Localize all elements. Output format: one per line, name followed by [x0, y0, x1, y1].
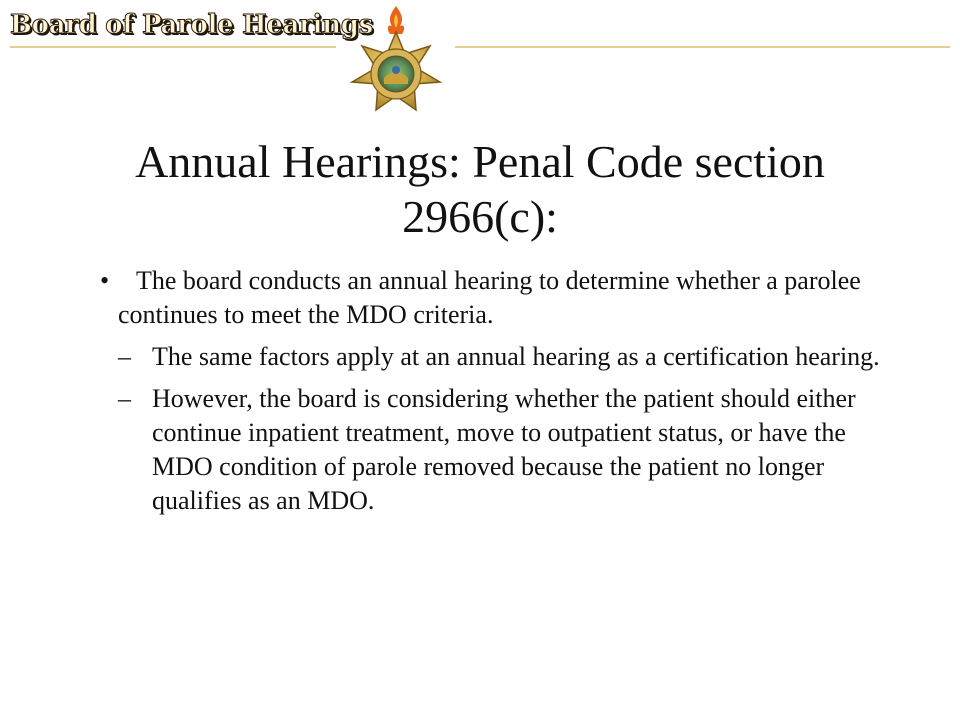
sub-bullet-text: The same factors apply at an annual hearing as a certification hearing.	[152, 342, 880, 371]
sub-bullet-item	[118, 340, 900, 374]
slide-content	[100, 264, 900, 518]
slide-title-line1: Annual Hearings: Penal Code section	[135, 136, 825, 187]
header-rule-right	[455, 46, 950, 48]
sub-bullet-item	[118, 382, 900, 518]
star-badge-icon	[338, 4, 454, 122]
slide-title	[40, 134, 920, 244]
header-rule-left	[10, 46, 336, 48]
slide-title-line2: 2966(c):	[402, 191, 558, 242]
sub-bullet-marker: –	[118, 384, 131, 413]
bullet-item	[100, 264, 900, 332]
bullet-marker: •	[100, 266, 110, 295]
brand-title: Board of Parole Hearings	[10, 10, 373, 40]
bullet-text: The board conducts an annual hearing to determine whether a parolee continues to meet the MDO criteria.	[118, 266, 861, 329]
sub-bullet-text: However, the board is considering whether the patient should either continue inpatient treatment, move to outpatient status, or have the MDO condition of parole removed because the patient no longer qualifies as an MDO.	[152, 384, 856, 515]
sub-bullet-marker: –	[118, 342, 131, 371]
